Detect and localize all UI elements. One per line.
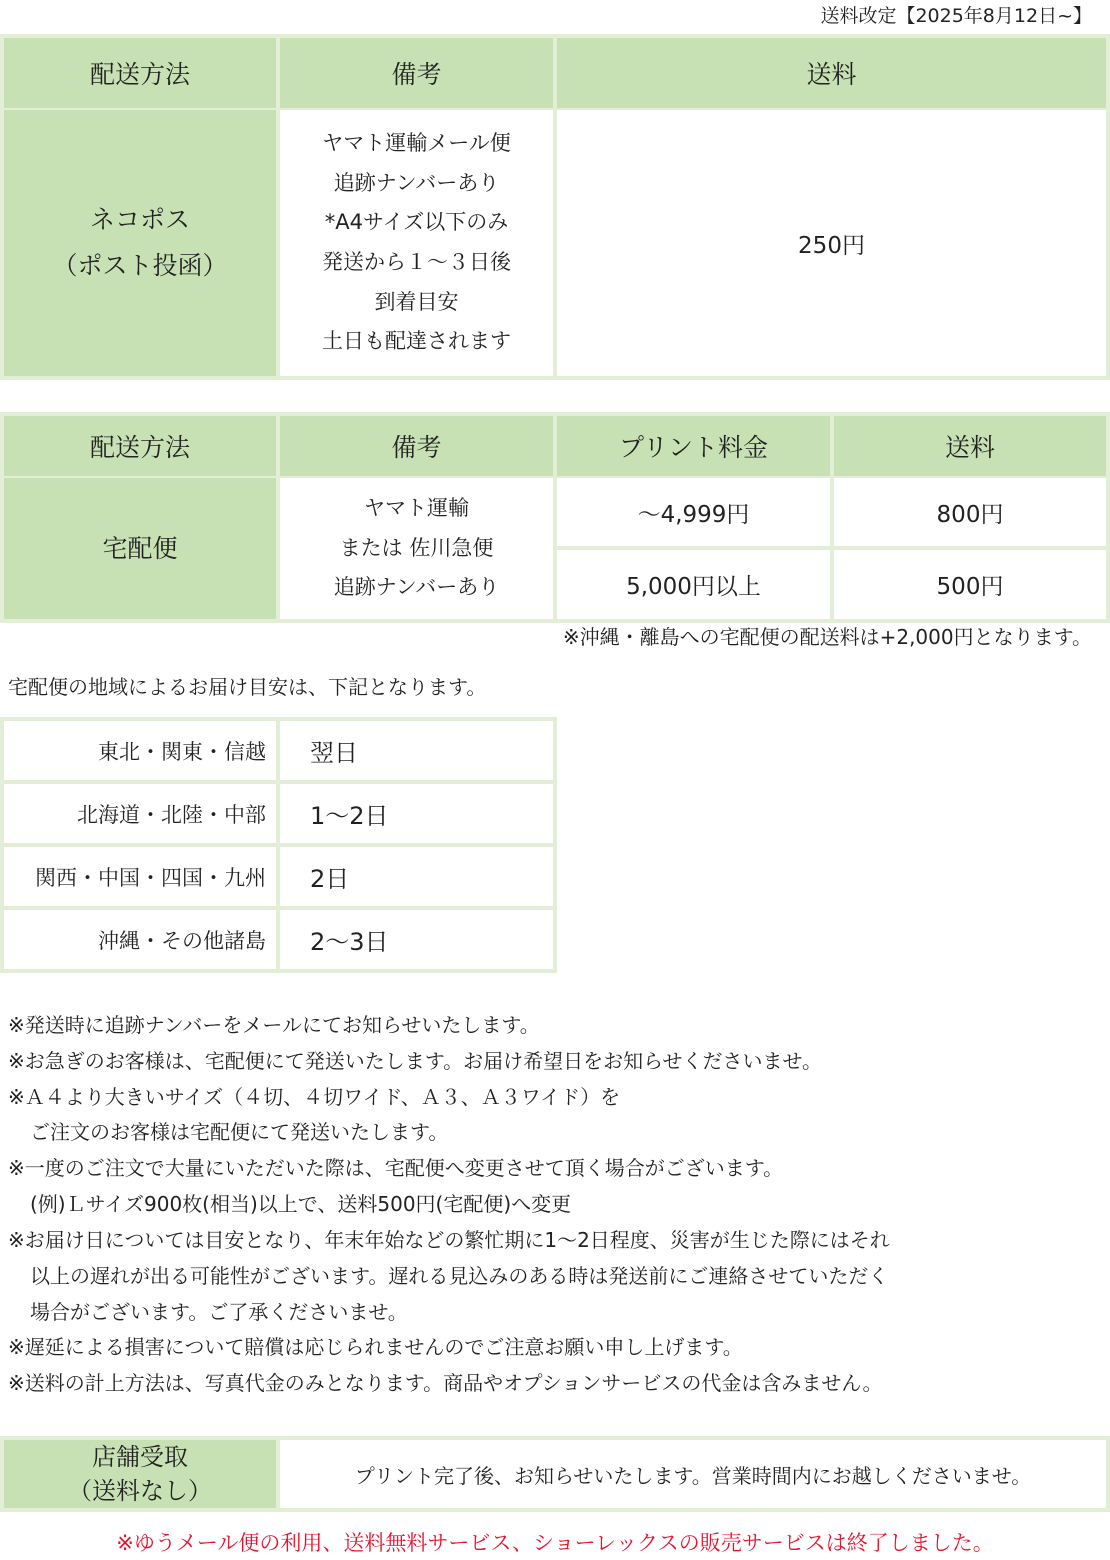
method-nekopos-line1: ネコポス — [89, 205, 190, 234]
store-pickup-label-line2: （送料なし） — [68, 1477, 212, 1505]
remarks-line: または 佐川急便 — [339, 535, 494, 560]
note-line: ご注文のお客様は宅配便にて発送いたします。 — [30, 1120, 449, 1144]
region-cell: 関西・中国・四国・九州 — [4, 847, 276, 906]
fee-tier-1: 800円 — [834, 478, 1106, 546]
remarks-line: ヤマト運輸メール便 — [322, 131, 511, 156]
revision-note: 送料改定【2025年8月12日~】 — [820, 5, 1092, 27]
region-cell: 沖縄・その他諸島 — [4, 910, 276, 969]
note-line: ※Ａ４より大きいサイズ（４切、４切ワイド、Ａ３、Ａ３ワイド）を — [8, 1085, 621, 1109]
remarks-line: 土日も配達されます — [322, 329, 511, 354]
note-line: 場合がございます。ご了承くださいませ。 — [30, 1300, 408, 1324]
note-line: ※送料の計上方法は、写真代金のみとなります。商品やオプションサービスの代金は含みません。 — [8, 1371, 883, 1395]
shipping-table-nekopos — [0, 34, 1110, 380]
days-cell: 1～2日 — [280, 784, 553, 843]
note-line: ※発送時に追跡ナンバーをメールにてお知らせいたします。 — [8, 1013, 540, 1037]
shipping-table-takuhaibin — [0, 412, 1110, 623]
header-method: 配送方法 — [4, 416, 276, 476]
days-cell: 2～3日 — [280, 910, 553, 969]
remarks-line: 到着目安 — [374, 289, 459, 314]
remarks-line: ヤマト運輸 — [364, 496, 469, 521]
days-cell: 2日 — [280, 847, 553, 906]
note-line: (例)Ｌサイズ900枚(相当)以上で、送料500円(宅配便)へ変更 — [30, 1192, 572, 1216]
store-pickup-text: プリント完了後、お知らせいたします。営業時間内にお越しくださいませ。 — [280, 1440, 1106, 1508]
header-method: 配送方法 — [4, 38, 276, 108]
discontinued-services-notice: ※ゆうメール便の利用、送料無料サービス、ショーレックスの販売サービスは終了しました。 — [116, 1531, 994, 1555]
remarks-takuhaibin — [280, 478, 553, 619]
remarks-line: *A4サイズ以下のみ — [324, 210, 509, 235]
store-pickup-label-line1: 店舗受取 — [92, 1443, 188, 1471]
delivery-intro: 宅配便の地域によるお届け目安は、下記となります。 — [8, 675, 487, 699]
header-fee: 送料 — [834, 416, 1106, 476]
remarks-line: 追跡ナンバーあり — [333, 575, 500, 600]
fee-tier-2: 500円 — [834, 550, 1106, 619]
print-fee-tier-2: 5,000円以上 — [557, 550, 830, 619]
okinawa-surcharge-note: ※沖縄・離島への宅配便の配送料は+2,000円となります。 — [562, 625, 1092, 649]
region-cell: 東北・関東・信越 — [4, 721, 276, 780]
header-remarks: 備考 — [280, 416, 553, 476]
method-nekopos-line2: （ポスト投函） — [52, 251, 228, 280]
method-takuhaibin: 宅配便 — [4, 478, 276, 619]
print-fee-tier-1: ～4,999円 — [557, 478, 830, 546]
note-line: ※遅延による損害について賠償は応じられませんのでご注意お願い申し上げます。 — [8, 1335, 743, 1359]
remarks-line: 追跡ナンバーあり — [333, 170, 500, 195]
note-line: ※お届け日については目安となり、年末年始などの繁忙期に1～2日程度、災害が生じた際にはそれ — [8, 1228, 890, 1252]
notes-list — [0, 1007, 1110, 1407]
region-cell: 北海道・北陸・中部 — [4, 784, 276, 843]
store-pickup-table — [0, 1436, 1110, 1512]
note-line: 以上の遅れが出る可能性がございます。遅れる見込みのある時は発送前にご連絡させていただく — [30, 1264, 889, 1288]
header-fee: 送料 — [557, 38, 1106, 108]
remarks-line: 発送から１～３日後 — [322, 250, 511, 274]
store-pickup-label — [4, 1440, 276, 1508]
note-line: ※一度のご注文で大量にいただいた際は、宅配便へ変更させて頂く場合がございます。 — [8, 1156, 784, 1180]
header-remarks: 備考 — [280, 38, 553, 108]
remarks-nekopos — [280, 110, 553, 376]
fee-nekopos: 250円 — [557, 110, 1106, 376]
days-cell: 翌日 — [280, 721, 553, 780]
header-print-fee: プリント料金 — [557, 416, 830, 476]
delivery-estimate-table — [0, 717, 557, 973]
method-nekopos — [4, 110, 276, 376]
note-line: ※お急ぎのお客様は、宅配便にて発送いたします。お届け希望日をお知らせくださいませ。 — [8, 1049, 822, 1073]
